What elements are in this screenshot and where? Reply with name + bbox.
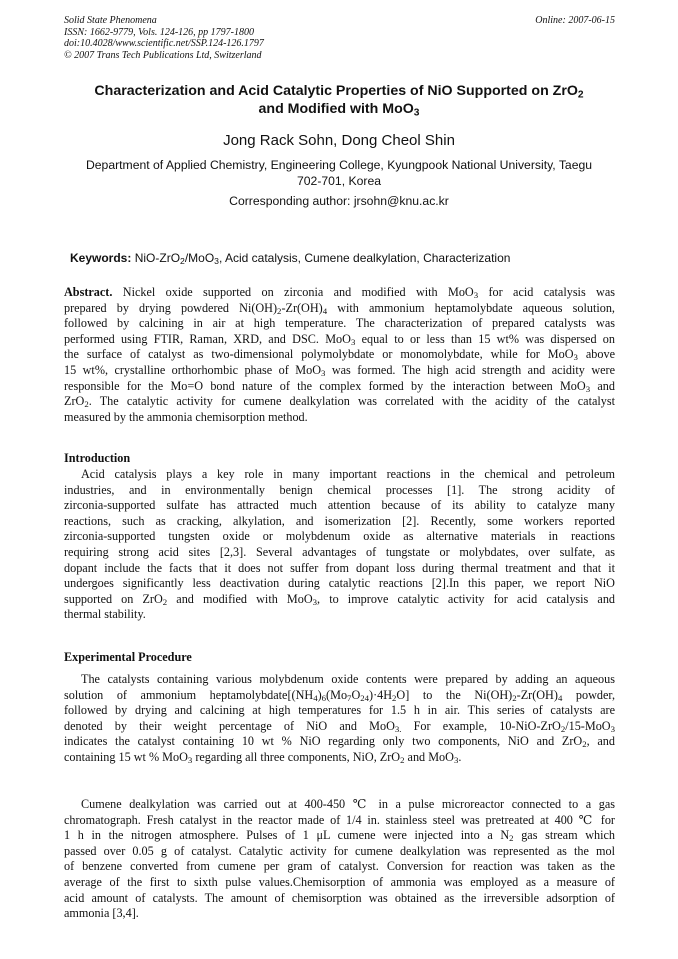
abstract: Abstract. Nickel oxide supported on zirconia and modified with MoO$_3$ for acid catalysis was prepared by drying powdered $Ni(OH)_2-Zr(OH)_4$ with ammonium heptamolybdate aqueous solution, followed by calcining in air at high temperature. The characterization of prepared catalysts was performed using FTIR, Raman, XRD, and DSC. MoO$_3$ equal to or less than 15 wt% was dispersed on the surface of catalyst as two-dimensional polymolybdate or monomolybdate, while for MoO$_3$ above 15 wt%, crystalline orthorhombic phase of MoO$_3$ was formed. The high acid strength and acidity were responsible for the Mo=O bond nature of the complex formed by the interaction between MoO$_3$ and ZrO$_2$. The catalytic activity for cumene dealkylation was correlated with the acidity of the catalyst measured by the ammonia chemisorption method. — [64, 285, 616, 424]
doi-line: doi:10.4028/www.scientific.net/SSP.124-126.1797 — [64, 38, 264, 49]
online-date: Online: 2007-06-15 — [535, 15, 615, 26]
corresponding-author: Corresponding author: jrsohn@knu.ac.kr — [229, 194, 449, 208]
abstract-label: Abstract. — [64, 285, 113, 299]
experimental-paragraph-2: Cumene dealkylation was carried out at 400-450 ℃ in a pulse microreactor connected to a gas chromatograph. Fresh catalyst in the reactor made of 1/4 in. stainless steel was pretreated at 400 ℃ for 1 h in the nitrogen atmosphere. Pulses of 1 μL cumene were injected into a $N_2$ gas stream which passed over 0.05 g of catalyst. Catalytic activity for cumene dealkylation was represented as the mol of benzene converted from cumene per gram of catalyst. Conversion for reaction was taken as the average of the first to sixth pulse values.Chemisorption of ammonia was employed as a measure of acid amount of catalysts. The amount of chemisorption was obtained as the irreversible adsorption of ammonia [3,4]. — [64, 797, 615, 921]
paper-title: Characterization and Acid Catalytic Properties of NiO Supported on ZrO$_2$ and Modified with MoO$_3$ — [94, 83, 584, 119]
issn-line: ISSN: 1662-9779, Vols. 124-126, pp 1797-1800 — [64, 26, 254, 38]
journal-name: Solid State Phenomena — [64, 15, 157, 26]
keywords-label: Keywords: — [70, 251, 132, 265]
journal-header — [64, 15, 264, 61]
affiliation: Department of Applied Chemistry, Engineering College, Kyungpook National University, Taegu 702-701, Korea — [85, 158, 593, 188]
introduction-paragraph: Acid catalysis plays a key role in many important reactions in the chemical and petroleum industries, and in environmentally benign chemical processes [1]. The strong acidity of zirconia-supported sulfate has attracted much attention because of its ability to catalyze many reactions, such as cracking, alkylation, and isomerization [2]. Recently, some workers reported zirconia-supported tungsten oxide or molybdenum oxide as alternative materials in reactions requiring strong acid sites [2,3]. Several advantages of tungstate or molybdates, over sulfate, as dopant include the facts that it does not suffer from dopant loss during thermal treatment and that it undergoes significantly less deactivation during catalytic reactions [2].In this paper, we report NiO supported on ZrO$_2$ and modified with MoO$_3$, to improve catalytic activity for acid catalysis and thermal stability. — [64, 467, 616, 622]
section-heading-experimental: Experimental Procedure — [64, 650, 192, 664]
section-heading-introduction: Introduction — [64, 451, 131, 465]
experimental-paragraph-1: The catalysts containing various molybdenum oxide contents were prepared by adding an aqueous solution of ammonium $heptamolybdate[(NH_4)_6(Mo_7O_{24})\cdot 4H_2O]$ to the $Ni(OH)_2-Zr(OH)_4$ powder, followed by drying and calcining at high temperatures for 1.5 h in air. This series of catalysts are denoted by their weight percentage of NiO and MoO$_{3.}$ For example, 10-NiO-ZrO$_2$/15-MoO$_3$ indicates the catalyst containing 10 wt % NiO regarding only two components, NiO and ZrO$_2$, and containing 15 wt % MoO$_3$ regarding all three components, NiO, ZrO$_2$ and MoO$_3$. — [64, 672, 615, 766]
authors: Jong Rack Sohn, Dong Cheol Shin — [223, 132, 455, 149]
copyright-line: © 2007 Trans Tech Publications Ltd, Switzerland — [64, 49, 262, 61]
keywords: Keywords: NiO-ZrO$_2$/MoO$_3$, Acid catalysis, Cumene dealkylation, Characterization — [70, 251, 511, 267]
